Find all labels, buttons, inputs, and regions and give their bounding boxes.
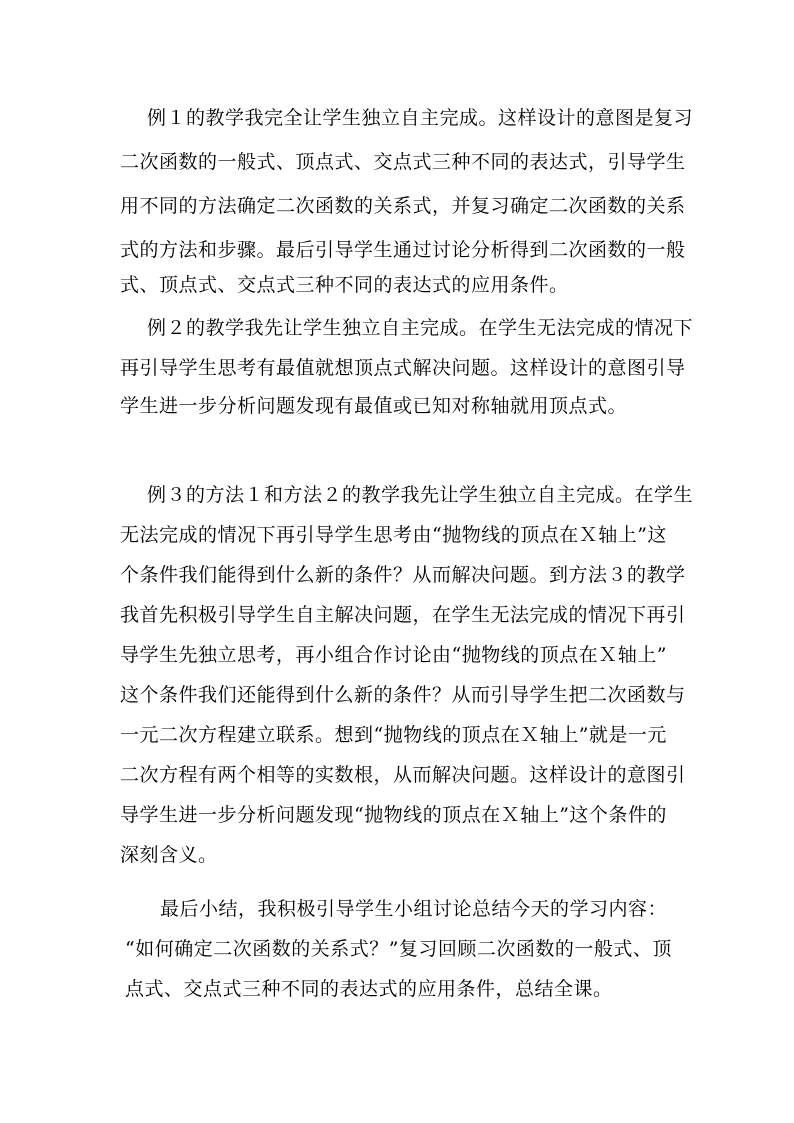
paragraph-line: 深刻含义。 bbox=[120, 844, 218, 866]
paragraph-line: 再引导学生思考有最值就想顶点式解决问题。这样设计的意图引导 bbox=[120, 357, 686, 379]
paragraph-line: 点式、交点式三种不同的表达式的应用条件，总结全课。 bbox=[125, 978, 613, 1000]
paragraph-line: 导学生进一步分析问题发现“抛物线的顶点在Ｘ轴上”这个条件的 bbox=[120, 804, 667, 826]
paragraph-line: 二次方程有两个相等的实数根，从而解决问题。这样设计的意图引 bbox=[120, 764, 686, 786]
paragraph-line: 最后小结，我积极引导学生小组讨论总结今天的学习内容： bbox=[160, 898, 668, 920]
paragraph-line: 例２的教学我先让学生独立自主完成。在学生无法完成的情况下 bbox=[147, 317, 694, 339]
paragraph-line: 无法完成的情况下再引导学生思考由“抛物线的顶点在Ｘ轴上”这 bbox=[120, 524, 667, 546]
paragraph-line: 这个条件我们还能得到什么新的条件？从而引导学生把二次函数与 bbox=[120, 684, 686, 706]
paragraph-line: 我首先积极引导学生自主解决问题，在学生无法完成的情况下再引 bbox=[120, 604, 686, 626]
paragraph-line: 用不同的方法确定二次函数的关系式，并复习确定二次函数的关系 bbox=[120, 195, 686, 217]
paragraph-line: 个条件我们能得到什么新的条件？从而解决问题。到方法３的教学 bbox=[120, 564, 686, 586]
paragraph-line: 式的方法和步骤。最后引导学生通过讨论分析得到二次函数的一般 bbox=[120, 239, 686, 261]
paragraph-line: 一元二次方程建立联系。想到“抛物线的顶点在Ｘ轴上”就是一元 bbox=[120, 724, 667, 746]
paragraph-line: 例１的教学我完全让学生独立自主完成。这样设计的意图是复习 bbox=[147, 107, 694, 129]
paragraph-line: 二次函数的一般式、顶点式、交点式三种不同的表达式，引导学生 bbox=[120, 151, 686, 173]
paragraph-line: 导学生先独立思考，再小组合作讨论由“抛物线的顶点在Ｘ轴上” bbox=[120, 644, 667, 666]
paragraph-line: 例３的方法１和方法２的教学我先让学生独立自主完成。在学生 bbox=[147, 484, 694, 506]
paragraph-line: 式、顶点式、交点式三种不同的表达式的应用条件。 bbox=[120, 274, 569, 296]
paragraph-line: 学生进一步分析问题发现有最值或已知对称轴就用顶点式。 bbox=[120, 395, 628, 417]
paragraph-line: “如何确定二次函数的关系式？”复习回顾二次函数的一般式、顶 bbox=[125, 938, 672, 960]
